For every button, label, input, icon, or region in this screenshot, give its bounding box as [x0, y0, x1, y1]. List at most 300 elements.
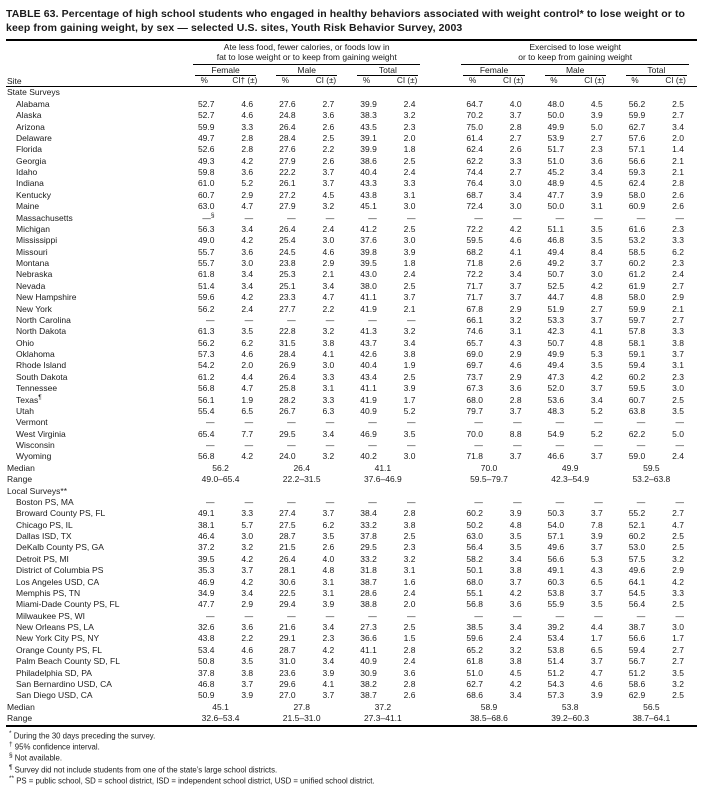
ci-value: 4.8 [590, 337, 603, 348]
ci-value: 3.9 [322, 599, 335, 610]
ci-value: 4.3 [509, 337, 522, 348]
summary-value: 37.6–46.9 [363, 474, 402, 485]
pct-value: 61.4 [466, 132, 483, 143]
pct-value: — [636, 496, 646, 507]
pct-value: 51.4 [197, 280, 215, 291]
ci-value: — [675, 440, 684, 451]
pct-value: 45.2 [547, 167, 565, 178]
summary-value: 27.8 [293, 701, 310, 712]
pct-value: 42.6 [360, 349, 377, 360]
ci-value: 2.9 [672, 565, 684, 576]
pct-value: 38.0 [360, 280, 377, 291]
pct-value: 72.2 [466, 223, 483, 234]
pct-value: 29.6 [279, 678, 296, 689]
ci-value: 2.1 [322, 269, 335, 280]
pct-header: % [185, 76, 224, 87]
pct-value: 28.6 [360, 587, 377, 598]
site-name: Massachusetts [16, 212, 73, 223]
range-row [6, 474, 697, 485]
site-name: District of Columbia PS [16, 565, 104, 576]
ci-value: 2.6 [403, 690, 416, 701]
column-spacer [428, 337, 453, 348]
pct-value: 30.9 [360, 667, 377, 678]
pct-value: 52.0 [547, 383, 565, 394]
pct-value: 67.3 [466, 383, 483, 394]
ci-value: 1.4 [672, 144, 684, 155]
pct-value: 56.6 [547, 553, 565, 564]
table-row [6, 530, 697, 541]
ci-value: 2.4 [403, 98, 416, 109]
ci-value: 3.7 [403, 292, 416, 303]
ci-value: 4.6 [241, 110, 254, 121]
column-spacer [428, 553, 453, 564]
pct-value: — [287, 440, 296, 451]
summary-value: 38.7–64.1 [616, 712, 697, 726]
ci-value: 2.4 [403, 656, 416, 667]
site-name: Florida [16, 144, 42, 155]
site-name: Indiana [16, 178, 44, 189]
pct-value: 62.2 [466, 155, 483, 166]
pct-value: — [205, 440, 215, 451]
ci-value: 3.7 [509, 110, 522, 121]
subheader-male: Male [266, 65, 347, 76]
ci-value: 4.4 [241, 371, 254, 382]
pct-value: — [205, 417, 215, 428]
ci-value: 1.7 [403, 394, 416, 405]
ci-value: 7.8 [590, 519, 603, 530]
pct-value: 41.9 [360, 303, 377, 314]
ci-value: — [325, 212, 335, 223]
pct-value: 66.1 [466, 314, 483, 325]
summary-label: Median [7, 462, 35, 473]
pct-value: 65.4 [197, 428, 215, 439]
ci-value: 3.7 [590, 258, 603, 269]
pct-value: 60.2 [466, 508, 483, 519]
ci-value: 4.0 [322, 553, 335, 564]
site-name: Vermont [16, 417, 48, 428]
table-row [6, 360, 697, 371]
ci-value: 3.6 [241, 246, 254, 257]
site-name: Oklahoma [16, 349, 55, 360]
ci-value: 3.3 [322, 394, 335, 405]
footnote: * During the 30 days preceding the survey. [9, 730, 156, 741]
ci-value: 3.9 [403, 246, 416, 257]
pct-value: — [368, 496, 377, 507]
site-name: Alaska [16, 110, 42, 121]
pct-value: 71.7 [466, 280, 483, 291]
table-title: TABLE 63. Percentage of high school students who engaged in healthy behaviors associated with weight control* to lose weight or to keep from gaining weight, by sex — selected U.S. sites, Youth Risk Behavior Survey, 2003 [6, 8, 686, 34]
site-name: Alabama [16, 98, 50, 109]
pct-value: 50.1 [466, 565, 483, 576]
pct-value: 53.9 [547, 132, 565, 143]
column-spacer [428, 314, 453, 325]
pct-value: 58.1 [628, 337, 646, 348]
ci-value: 2.6 [322, 542, 335, 553]
pct-value: 50.0 [547, 110, 565, 121]
pct-value: 59.4 [628, 644, 646, 655]
site-name: Georgia [16, 155, 47, 166]
column-spacer [428, 508, 453, 519]
table-row [6, 132, 697, 143]
summary-value: 41.1 [374, 462, 392, 473]
pct-value: 24.0 [279, 451, 296, 462]
site-name: South Dakota [16, 371, 68, 382]
pct-value: 37.8 [197, 667, 215, 678]
summary-value: 58.9 [480, 701, 498, 712]
ci-value: 4.6 [241, 644, 254, 655]
ci-value: 3.4 [509, 622, 522, 633]
ci-value: 3.4 [241, 223, 254, 234]
pct-value: 41.1 [360, 383, 377, 394]
ci-value: 3.1 [509, 326, 522, 337]
pct-value: 22.8 [279, 326, 296, 337]
pct-value: 40.4 [360, 360, 377, 371]
ci-value: 4.2 [241, 292, 254, 303]
ci-value: 3.2 [403, 326, 416, 337]
ci-value: 8.4 [590, 246, 603, 257]
ci-value: 2.7 [590, 303, 603, 314]
pct-value: 38.6 [360, 155, 377, 166]
ci-value: 3.6 [241, 622, 254, 633]
group-header-exercise: Exercised to lose weight or to keep from gaining weight [453, 40, 697, 65]
pct-value: 28.7 [279, 531, 296, 542]
table-row [6, 326, 697, 337]
ci-value: 2.5 [403, 622, 416, 633]
pct-value: 59.9 [628, 303, 646, 314]
pct-value: 54.3 [547, 678, 565, 689]
pct-value: 49.6 [628, 565, 646, 576]
pct-value: — [287, 314, 296, 325]
pct-value: 74.4 [466, 167, 483, 178]
subheader-male: Male [535, 65, 616, 76]
ci-value: 2.7 [672, 508, 684, 519]
pct-value: 56.2 [197, 337, 215, 348]
pct-value: 50.8 [197, 656, 215, 667]
ci-value: 4.6 [509, 235, 522, 246]
pct-value: 76.4 [466, 178, 483, 189]
pct-value: 51.0 [466, 667, 483, 678]
pct-value: 51.4 [547, 656, 565, 667]
column-spacer [428, 599, 453, 610]
pct-value: 40.9 [360, 405, 377, 416]
ci-value: 3.4 [509, 269, 522, 280]
pct-value: 29.4 [279, 599, 296, 610]
column-spacer [428, 587, 453, 598]
footnote: † 95% confidence interval. [9, 741, 100, 752]
column-spacer [428, 132, 453, 143]
ci-value: — [513, 610, 522, 621]
pct-value: 62.4 [466, 144, 483, 155]
summary-value: 32.6–53.4 [185, 712, 266, 726]
pct-value: — [287, 610, 296, 621]
pct-value: 57.8 [628, 326, 646, 337]
ci-value: 5.2 [590, 405, 603, 416]
column-spacer [428, 235, 453, 246]
ci-value: 2.1 [672, 167, 684, 178]
ci-value: 3.8 [322, 337, 335, 348]
pct-value: 53.4 [197, 644, 215, 655]
table-row [6, 235, 697, 246]
pct-value: 58.2 [466, 553, 483, 564]
ci-value: 3.3 [672, 235, 684, 246]
column-spacer [428, 201, 453, 212]
table-row [6, 371, 697, 382]
pct-value: 43.0 [360, 269, 377, 280]
ci-value: 2.8 [241, 132, 254, 143]
ci-value: 3.2 [672, 553, 684, 564]
pct-value: 56.2 [628, 98, 646, 109]
ci-value: 3.9 [241, 690, 254, 701]
ci-header: CI† (±) [223, 76, 266, 87]
section-label: State Surveys [7, 87, 60, 98]
pct-value: 38.1 [197, 519, 215, 530]
ci-value: 3.5 [403, 428, 416, 439]
table-row [6, 667, 697, 678]
median-row [6, 701, 697, 712]
ci-value: 1.6 [403, 576, 416, 587]
ci-value: 3.7 [509, 405, 522, 416]
pct-value: 62.7 [466, 678, 483, 689]
ci-value: 3.9 [509, 508, 522, 519]
ci-value: 2.5 [672, 542, 684, 553]
ci-value: 2.0 [241, 360, 254, 371]
ci-value: 4.8 [322, 565, 335, 576]
pct-value: 60.2 [628, 258, 646, 269]
pct-value: 45.1 [360, 201, 377, 212]
site-name: West Virginia [16, 428, 66, 439]
ci-value: 2.7 [672, 110, 684, 121]
pct-value: 23.6 [279, 667, 296, 678]
ci-value: 3.7 [322, 178, 335, 189]
pct-value: 28.1 [279, 565, 296, 576]
pct-value: 48.0 [547, 98, 565, 109]
ci-value: 3.7 [509, 576, 522, 587]
ci-value: 2.7 [322, 98, 335, 109]
pct-value: 46.8 [197, 678, 215, 689]
pct-value: 58.0 [628, 189, 646, 200]
pct-value: 26.4 [279, 121, 296, 132]
ci-value: 3.7 [241, 678, 254, 689]
summary-value: 26.4 [293, 462, 310, 473]
table-row [6, 98, 697, 109]
pct-value: 56.1 [197, 394, 215, 405]
pct-value: 38.5 [466, 622, 483, 633]
pct-value: 59.1 [628, 349, 646, 360]
pct-value: 53.0 [628, 542, 646, 553]
pct-value: 56.8 [197, 451, 215, 462]
ci-value: 3.7 [672, 349, 684, 360]
ci-value: 2.3 [672, 223, 684, 234]
pct-value: 52.7 [197, 110, 215, 121]
ci-value: 3.4 [241, 280, 254, 291]
ci-value: 5.2 [241, 178, 254, 189]
table-row [6, 212, 697, 223]
ci-value: 2.8 [403, 644, 416, 655]
pct-value: 26.9 [279, 360, 296, 371]
pct-value: 63.0 [466, 531, 483, 542]
pct-value: 38.8 [360, 599, 377, 610]
ci-value: 3.2 [403, 110, 416, 121]
column-spacer [428, 439, 453, 450]
ci-value: 4.2 [241, 155, 254, 166]
pct-value: 57.6 [628, 132, 646, 143]
table-row [6, 633, 697, 644]
ci-value: 6.2 [672, 246, 684, 257]
table-row [6, 576, 697, 587]
column-spacer [428, 678, 453, 689]
column-spacer [428, 394, 453, 405]
ci-value: 3.4 [509, 553, 522, 564]
pct-value: 27.7 [279, 303, 296, 314]
pct-value: 32.6 [197, 622, 215, 633]
ci-value: 2.7 [590, 132, 603, 143]
ci-value: 2.9 [322, 258, 335, 269]
pct-value: 22.5 [279, 587, 296, 598]
column-spacer [428, 280, 453, 291]
column-spacer [428, 621, 453, 632]
site-name: San Diego USD, CA [16, 690, 93, 701]
column-spacer [428, 144, 453, 155]
pct-value: 38.7 [360, 576, 377, 587]
table-row [6, 223, 697, 234]
footnote-marker: ¶ [9, 763, 13, 771]
pct-value: 56.4 [628, 599, 646, 610]
column-spacer [428, 303, 453, 314]
pct-value: 49.1 [547, 565, 565, 576]
footnote-marker: * [9, 730, 12, 738]
ci-value: 4.1 [322, 678, 335, 689]
pct-value: 56.6 [628, 633, 646, 644]
pct-value: — [368, 212, 377, 223]
pct-value: 61.8 [466, 656, 483, 667]
site-name: Rhode Island [16, 360, 67, 371]
pct-value: 21.6 [279, 622, 296, 633]
pct-value: 38.7 [628, 622, 646, 633]
site-name: Texas¶ [16, 393, 42, 405]
pct-value: 46.9 [360, 428, 377, 439]
ci-value: 3.5 [590, 360, 603, 371]
pct-value: 28.4 [279, 349, 296, 360]
ci-value: 3.1 [672, 360, 684, 371]
ci-value: 2.7 [672, 644, 684, 655]
ci-header: CI (±) [654, 76, 697, 87]
ci-value: — [406, 496, 416, 507]
pct-value: 59.4 [628, 360, 646, 371]
pct-value: 56.3 [197, 223, 215, 234]
ci-value: 3.0 [241, 531, 254, 542]
pct-value: 28.4 [279, 132, 296, 143]
ci-value: 2.2 [322, 303, 335, 314]
pct-value: 52.7 [197, 98, 215, 109]
site-name: Detroit PS, MI [16, 553, 69, 564]
pct-value: 53.8 [547, 644, 565, 655]
ci-value: 4.6 [509, 360, 522, 371]
ci-value: 2.0 [403, 599, 416, 610]
ci-value: — [406, 314, 416, 325]
table-row [6, 110, 697, 121]
pct-value: 64.7 [466, 98, 483, 109]
ci-value: 3.9 [590, 531, 603, 542]
pct-value: 29.5 [279, 428, 296, 439]
ci-value: 3.0 [322, 360, 335, 371]
pct-value: 38.2 [360, 678, 377, 689]
table-row [6, 542, 697, 553]
pct-value: 27.2 [279, 189, 296, 200]
table-row [6, 644, 697, 655]
ci-value: 4.2 [241, 553, 254, 564]
pct-value: 49.9 [547, 349, 565, 360]
pct-value: 53.6 [547, 394, 565, 405]
ci-value: 2.1 [672, 303, 684, 314]
ci-value: 2.8 [509, 394, 522, 405]
ci-value: 4.2 [241, 235, 254, 246]
ci-value: 3.2 [322, 326, 335, 337]
pct-value: 56.7 [628, 656, 646, 667]
pct-value: 41.1 [360, 644, 377, 655]
column-spacer [428, 292, 453, 303]
group-header-diet: Ate less food, fewer calories, or foods low in fat to lose weight or to keep from gaining weight [185, 40, 428, 65]
summary-value: 56.2 [212, 462, 229, 473]
pct-value: 71.8 [466, 258, 483, 269]
pct-value: — [555, 496, 565, 507]
table-row [6, 428, 697, 439]
pct-value: 54.2 [197, 360, 215, 371]
summary-value: 22.2–31.5 [282, 474, 321, 485]
column-spacer [428, 110, 453, 121]
pct-value: 50.3 [547, 508, 565, 519]
ci-value: — [675, 417, 684, 428]
pct-value: 55.7 [197, 246, 215, 257]
ci-value: 3.0 [322, 235, 335, 246]
ci-value: 3.1 [322, 587, 335, 598]
ci-value: — [325, 417, 335, 428]
pct-value: — [636, 212, 646, 223]
column-spacer [428, 76, 453, 87]
ci-value: 3.7 [590, 656, 603, 667]
column-spacer [428, 565, 453, 576]
pct-value: 52.6 [197, 144, 215, 155]
ci-value: 2.9 [241, 599, 254, 610]
pct-value: 52.1 [628, 519, 646, 530]
column-spacer [428, 326, 453, 337]
pct-value: 59.9 [197, 121, 215, 132]
ci-value: — [594, 610, 603, 621]
ci-value: — [244, 212, 254, 223]
pct-header: % [453, 76, 492, 87]
ci-value: 4.2 [590, 280, 603, 291]
ci-value: — [513, 496, 522, 507]
table-row [6, 599, 697, 610]
pct-value: 59.7 [628, 314, 646, 325]
ci-value: — [675, 610, 684, 621]
ci-value: 5.0 [672, 428, 684, 439]
pct-value: 41.2 [360, 223, 377, 234]
pct-value: 60.2 [628, 371, 646, 382]
pct-value: 31.0 [279, 656, 296, 667]
table-row [6, 201, 697, 212]
ci-value: 2.1 [672, 155, 684, 166]
site-name: Boston PS, MA [16, 496, 74, 507]
site-name: Orange County PS, FL [16, 644, 102, 655]
pct-value: 61.2 [628, 269, 646, 280]
column-spacer [428, 417, 453, 428]
ci-value: 3.4 [403, 337, 416, 348]
pct-value: 63.0 [197, 201, 215, 212]
ci-value: — [594, 496, 603, 507]
ci-value: 2.3 [672, 371, 684, 382]
summary-value: 27.3–41.1 [347, 712, 428, 726]
ci-value: 3.8 [241, 667, 254, 678]
